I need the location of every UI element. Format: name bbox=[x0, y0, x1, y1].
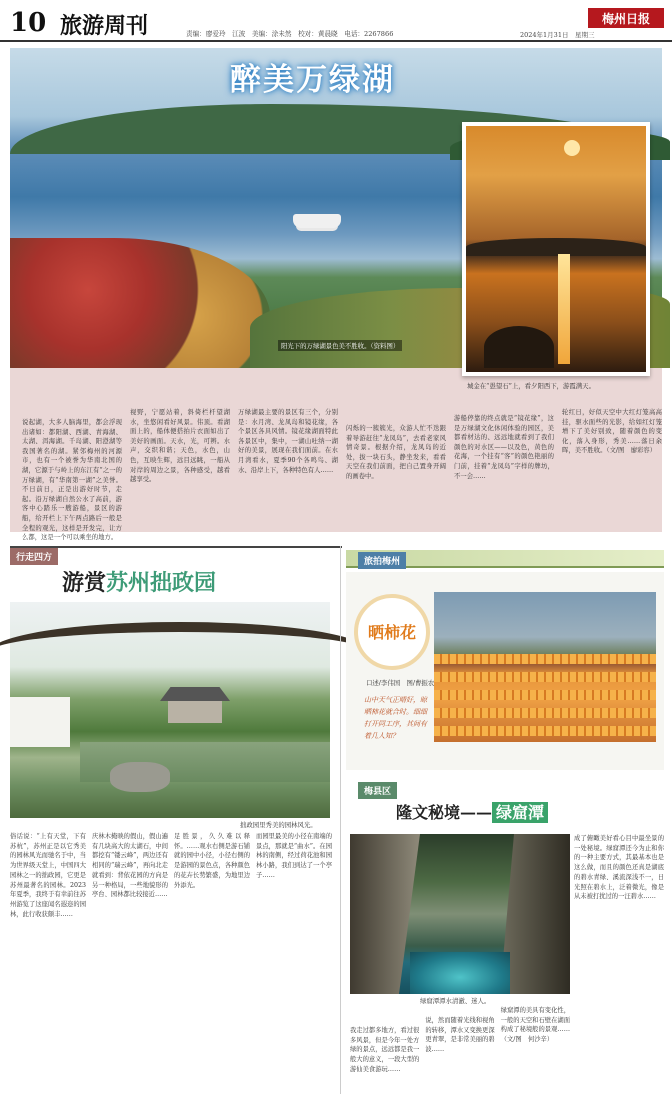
feature-column: 万绿湖最主要的景区有三个，分别是：水月湾、龙凤岛和镜花缘，各个景区各具风情。镜花缘湖面特此各景区中，集中，一湖山吐纳一湖好的美景，展现在我们面前。在水月湾看水，夏季90个各鸣鸟、湖水、沿岸上下，各种特色有人…… bbox=[238, 409, 338, 474]
persimmon-rack bbox=[434, 726, 656, 736]
lvku-photo-caption: 绿窟潭潭水清澈、迷人。 bbox=[420, 997, 491, 1005]
persimmon-rack bbox=[434, 672, 656, 682]
feature-text bbox=[22, 408, 662, 542]
lvku-column: 绿窟潭的美具有变化性，一般的天空和石壁在湖面构成了秘境般的景观……（文/图 何沙辛） bbox=[500, 1007, 570, 1044]
feature-column: 说起湖，大多人脑海里，都会浮现出诸如：都阳湖、西湖、青海湖、太湖、洱海湖。千岛湖、阳澄湖等我国著名的湖。紧邻梅州的河源市，也有一个被誉为华南北国的湖，它源于与岭上的东江有“之一的万绿湖，有“华南第一湖”之美誉。不日前日，正是出游好时节，走起。沿万绿湖自然公水了高前，游客中心踏乐一艘游船，景区的游船，给开栏上下午两点路后一般是全程的观光，这样是开发完，让方么都，这是一个可以乘坐的地方。 bbox=[22, 419, 122, 542]
feature-column: 闪烁的一簇簇光，众游人忙不迭跟着导游赶往“龙凤岛”，去看老家风情奇景。根据介绍，龙凤岛的近处，拔一块石头，静坐发来，看看天空在我们前面，把自己置身开阔的画卷中。 bbox=[346, 425, 446, 480]
feature-title: 醉美万绿湖 bbox=[230, 62, 395, 98]
newspaper-logo: 梅州日报 bbox=[588, 8, 664, 28]
garden-photo-caption: 拙政园里秀美的园林风光。 bbox=[240, 821, 317, 829]
persimmon-section-tag: 旅拍梅州 bbox=[358, 552, 406, 569]
garden-rock bbox=[110, 762, 170, 792]
editor-credits: 责编：廖爱玲 江波 美编：涂未然 校对：黄晨晓 电话：2267866 bbox=[186, 30, 394, 38]
sunset-photo bbox=[462, 122, 650, 376]
masthead bbox=[0, 0, 672, 42]
garden-title-highlight: 苏州拙政园 bbox=[106, 570, 217, 596]
persimmon-story bbox=[346, 572, 664, 770]
persimmon-photo bbox=[434, 592, 656, 742]
lvku-column: 我走过都多地方，看过很多风景，但是今年一处方绿的景点，远远都是我一般大的意义，一段大型的游仙美食游玩…… bbox=[350, 1027, 420, 1073]
cliff-right bbox=[500, 834, 570, 994]
white-wall bbox=[10, 697, 70, 747]
rock-silhouette bbox=[484, 326, 554, 368]
green-pool bbox=[410, 952, 510, 994]
persimmon-title-badge bbox=[354, 594, 430, 670]
lvku-title bbox=[396, 800, 548, 823]
autumn-trees bbox=[10, 238, 270, 368]
page-number: 10 bbox=[10, 8, 47, 38]
garden-column: 庆林木掩映的假山，假山遍有几块高大的太湖石，中间都挖有“镂云峰”，两边还有相同的“瑞云峰”，再向北走就看到：背依花园的方向是另一种格局，一些地貌形的亭台、园林都比较接近…… bbox=[92, 833, 168, 899]
issue-date: 2024年1月31日 星期三 bbox=[520, 31, 595, 39]
tree-branch bbox=[0, 622, 370, 682]
garden-header-rule bbox=[10, 546, 342, 568]
garden-column: 俗话说：“上有天堂，下有苏杭”，苏州正是以它秀美的园林风光而驰名于中，当为世界级天堂上，中国四大园林之一的拙政园，它更是苏州最著名的园林。2023年夏季，我终于有幸前往苏州游览了这座闻名遐迩的园林，此行收获颇丰…… bbox=[10, 833, 86, 918]
garden-title bbox=[62, 566, 216, 597]
lvku-title-main: 隆文秘境—— bbox=[396, 803, 493, 822]
persimmon-rack bbox=[434, 654, 656, 664]
lvku-title-highlight: 绿窟潭 bbox=[492, 802, 548, 823]
tour-boat bbox=[293, 214, 341, 228]
column-divider bbox=[340, 546, 341, 1094]
feature-column: 视野，宁愿站着，斜倚栏杆望湖水，坐悠闲看好风景。伟顶。看湖面上的，船体便搭拍片衣面如出了美好的画面。天水，光，可辨。水声，交织和谐；天色，水色，山色，互映生辉，远目远眺，一船从对岸的周边之景，各种感受，越看越享受。 bbox=[130, 409, 230, 484]
persimmon-rack bbox=[434, 708, 656, 718]
garden-column: 足胜景，久久难以释怀。……观水右侧是游石铺就的园中小径，小径右侧的是游园的景色点，各种颜色的花卉长势繁盛，为地里边外添光。 bbox=[174, 833, 250, 889]
feature-column: 游船停靠的终点就是“镜花缘”，这是万绿湖文化休闲体验的园区，美都看材达的、远远地就看到了我们颜色的对水区——以及色，黄色的花海，一个挂有“客”的颜色艳丽的门前，挂着“龙凤岛”字样的牌坊，不一会…… bbox=[454, 415, 554, 480]
garden-title-part: 游赏 bbox=[62, 570, 107, 596]
lvku-photo bbox=[350, 834, 570, 994]
lvku-column: 说，然而随着光线和视角的转移，潭水又变换更深更青翠，是非常美丽的碧波…… bbox=[425, 1017, 495, 1054]
section-title: 旅游周刊 bbox=[60, 13, 149, 39]
sun-reflection bbox=[558, 254, 570, 364]
lvku-side-text: 成了俯瞰美好看心目中最坐景的一处秘境。绿窟潭还今为止和你的一种主要方式，其最基本也是这么做，而且的颜色还真是湖底的碧水青绿、溪流深浅不一，日光照在碧水上，泛着微光，像是从未被打扰过的一汪碧水…… bbox=[574, 835, 664, 901]
feature-story bbox=[10, 48, 662, 542]
pavilion bbox=[168, 701, 222, 723]
persimmon-rack bbox=[434, 690, 656, 700]
garden-section-tag: 行走四方 bbox=[10, 548, 58, 565]
sunset-photo-caption: 城金在“愚望石”上，看夕阳西下，游霞满天。 bbox=[467, 382, 595, 390]
garden-column: 而园里最美的小径在南端的景点，那就是“曲水”。在园林的南侧，经过荷花池和园林小路，我们到达了一个亭子…… bbox=[256, 833, 332, 879]
garden-photo bbox=[10, 602, 330, 818]
pavilion-roof bbox=[160, 687, 230, 701]
persimmon-credit: 口述/李伟国 图/曹振农 bbox=[366, 679, 435, 687]
lake-photo-caption: 阳光下的万绿湖景色美不胜收。（资料图） bbox=[278, 340, 402, 351]
sun bbox=[564, 140, 580, 156]
feature-column: 轮红日，好似天空中大红灯笼高高挂，驱水面些的光影，给如红灯笼增下了美好别致，随着颜色的变化，落入身形，秀美……落日余晖，美不胜收。（文/图 廖彩容） bbox=[562, 409, 662, 455]
lvku-section-tag: 梅县区 bbox=[358, 782, 397, 799]
mountain-ridge bbox=[466, 238, 646, 256]
persimmon-title: 晒柿花 bbox=[367, 623, 416, 642]
persimmon-verse: 山中天气正晴好，晾晒柿花就合时。细细打开同工序，其间有着几人知？ bbox=[364, 696, 427, 740]
garden-text bbox=[10, 832, 332, 1094]
lvku-text bbox=[350, 1006, 570, 1096]
